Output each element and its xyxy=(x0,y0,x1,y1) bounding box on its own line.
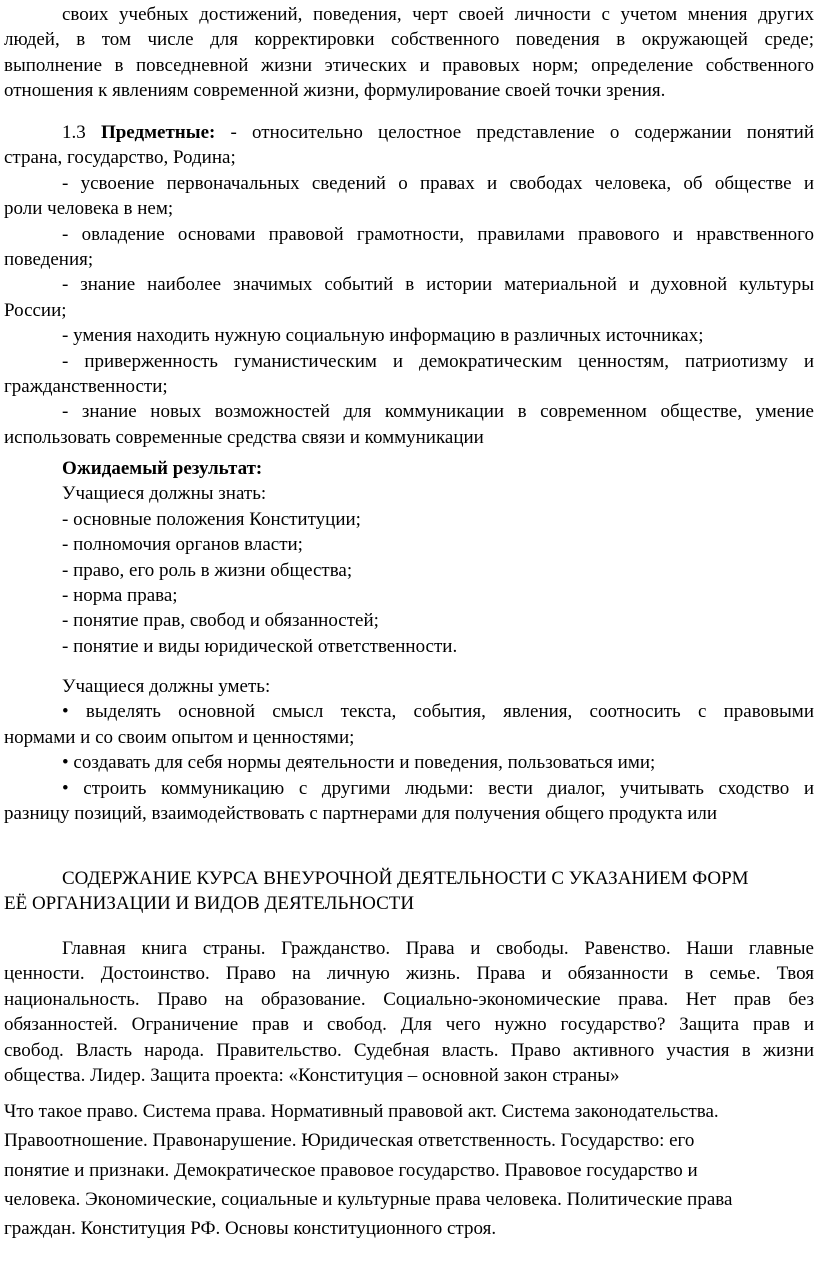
content-paragraph-2 xyxy=(4,1097,814,1243)
list-item: - усвоение первоначальных сведений о правах и свободах человека, об обществе и xyxy=(62,172,814,194)
intro-paragraph xyxy=(4,2,814,104)
expected-result-heading: Ожидаемый результат: xyxy=(62,458,263,479)
list-item: - умения находить нужную социальную информацию в различных источниках; xyxy=(62,325,704,347)
list-item: - норма права; xyxy=(62,584,178,606)
subject-results-section xyxy=(4,120,814,450)
can-intro: Учащиеся должны уметь: xyxy=(62,676,271,697)
text-line: Правоотношение. Правонарушение. Юридическая ответственность. Государство: его xyxy=(4,1130,695,1152)
content-paragraph-1 xyxy=(4,936,814,1088)
expected-result-section xyxy=(4,456,814,659)
text-line: гражданственности; xyxy=(4,375,168,397)
text-line: роли человека в нем; xyxy=(4,198,174,220)
text-line: свобод. Власть народа. Правительство. Судебная власть. Право активного участия в жизни xyxy=(4,1039,814,1061)
section-heading: Предметные: xyxy=(100,122,216,143)
heading-line: СОДЕРЖАНИЕ КУРСА ВНЕУРОЧНОЙ ДЕЯТЕЛЬНОСТИ С УКАЗАНИЕМ ФОРМ xyxy=(62,868,749,889)
text-line: понятие и признаки. Демократическое правовое государство. Правовое государство и xyxy=(4,1159,698,1181)
section-number: 1.3 xyxy=(62,122,86,143)
list-item: - полномочия органов власти; xyxy=(62,534,303,556)
text-line: выполнение в повседневной жизни этических и правовых норм; определение собственного xyxy=(4,54,814,76)
skills-section xyxy=(4,674,814,826)
text-line: страна, государство, Родина; xyxy=(4,147,236,169)
text-line: поведения; xyxy=(4,248,94,270)
text-line: ценности. Достоинство. Право на личную жизнь. Права и обязанности в семье. Твоя xyxy=(4,963,814,985)
list-item: • выделять основной смысл текста, события, явления, соотносить с правовыми xyxy=(62,701,814,723)
text-line: общества. Лидер. Защита проекта: «Конституция – основной закон страны» xyxy=(4,1064,620,1086)
text-line: России; xyxy=(4,299,67,321)
text-line: обязанностей. Ограничение прав и свобод. Для чего нужно государство? Защита прав и xyxy=(4,1014,814,1036)
text-line: людей, в том числе для корректировки собственного поведения в окружающей среде; xyxy=(4,29,814,51)
text-line: разницу позиций, взаимодействовать с партнерами для получения общего продукта или xyxy=(4,802,718,824)
list-item: - понятие прав, свобод и обязанностей; xyxy=(62,610,379,632)
text-line: Главная книга страны. Гражданство. Права и свободы. Равенство. Наши главные xyxy=(62,938,814,959)
list-item: - знание наиболее значимых событий в истории материальной и духовной культуры xyxy=(62,274,814,296)
text-line: - относительно целостное представление о содержании понятий xyxy=(215,122,814,143)
list-item: • строить коммуникацию с другими людьми: вести диалог, учитывать сходство и xyxy=(62,777,814,799)
list-item: - овладение основами правовой грамотности, правилами правового и нравственного xyxy=(62,223,814,245)
list-item: - основные положения Конституции; xyxy=(62,508,361,530)
text-line: граждан. Конституция РФ. Основы конституционного строя. xyxy=(4,1218,497,1240)
list-item: - знание новых возможностей для коммуникации в современном обществе, умение xyxy=(62,401,814,423)
content-heading xyxy=(4,866,814,917)
text-line: отношения к явлениям современной жизни, формулирование своей точки зрения. xyxy=(4,80,666,102)
list-item: - приверженность гуманистическим и демократическим ценностям, патриотизму и xyxy=(62,350,814,372)
list-item: - право, его роль в жизни общества; xyxy=(62,559,353,581)
text-line: своих учебных достижений, поведения, черт своей личности с учетом мнения других xyxy=(62,4,814,25)
know-intro: Учащиеся должны знать: xyxy=(62,483,267,505)
text-line: Что такое право. Система права. Нормативный правовой акт. Система законодательства. xyxy=(4,1101,719,1122)
subject-first-line xyxy=(4,120,814,145)
list-item: • создавать для себя нормы деятельности и поведения, пользоваться ими; xyxy=(62,752,656,774)
text-line: национальность. Право на образование. Социально-экономические права. Нет прав без xyxy=(4,988,814,1010)
text-line: нормами и со своим опытом и ценностями; xyxy=(4,726,355,748)
text-line: использовать современные средства связи и коммуникации xyxy=(4,426,484,448)
text-line: человека. Экономические, социальные и культурные права человека. Политические права xyxy=(4,1188,733,1210)
list-item: - понятие и виды юридической ответственности. xyxy=(62,635,458,657)
heading-line: ЕЁ ОРГАНИЗАЦИИ И ВИДОВ ДЕЯТЕЛЬНОСТИ xyxy=(4,893,415,915)
